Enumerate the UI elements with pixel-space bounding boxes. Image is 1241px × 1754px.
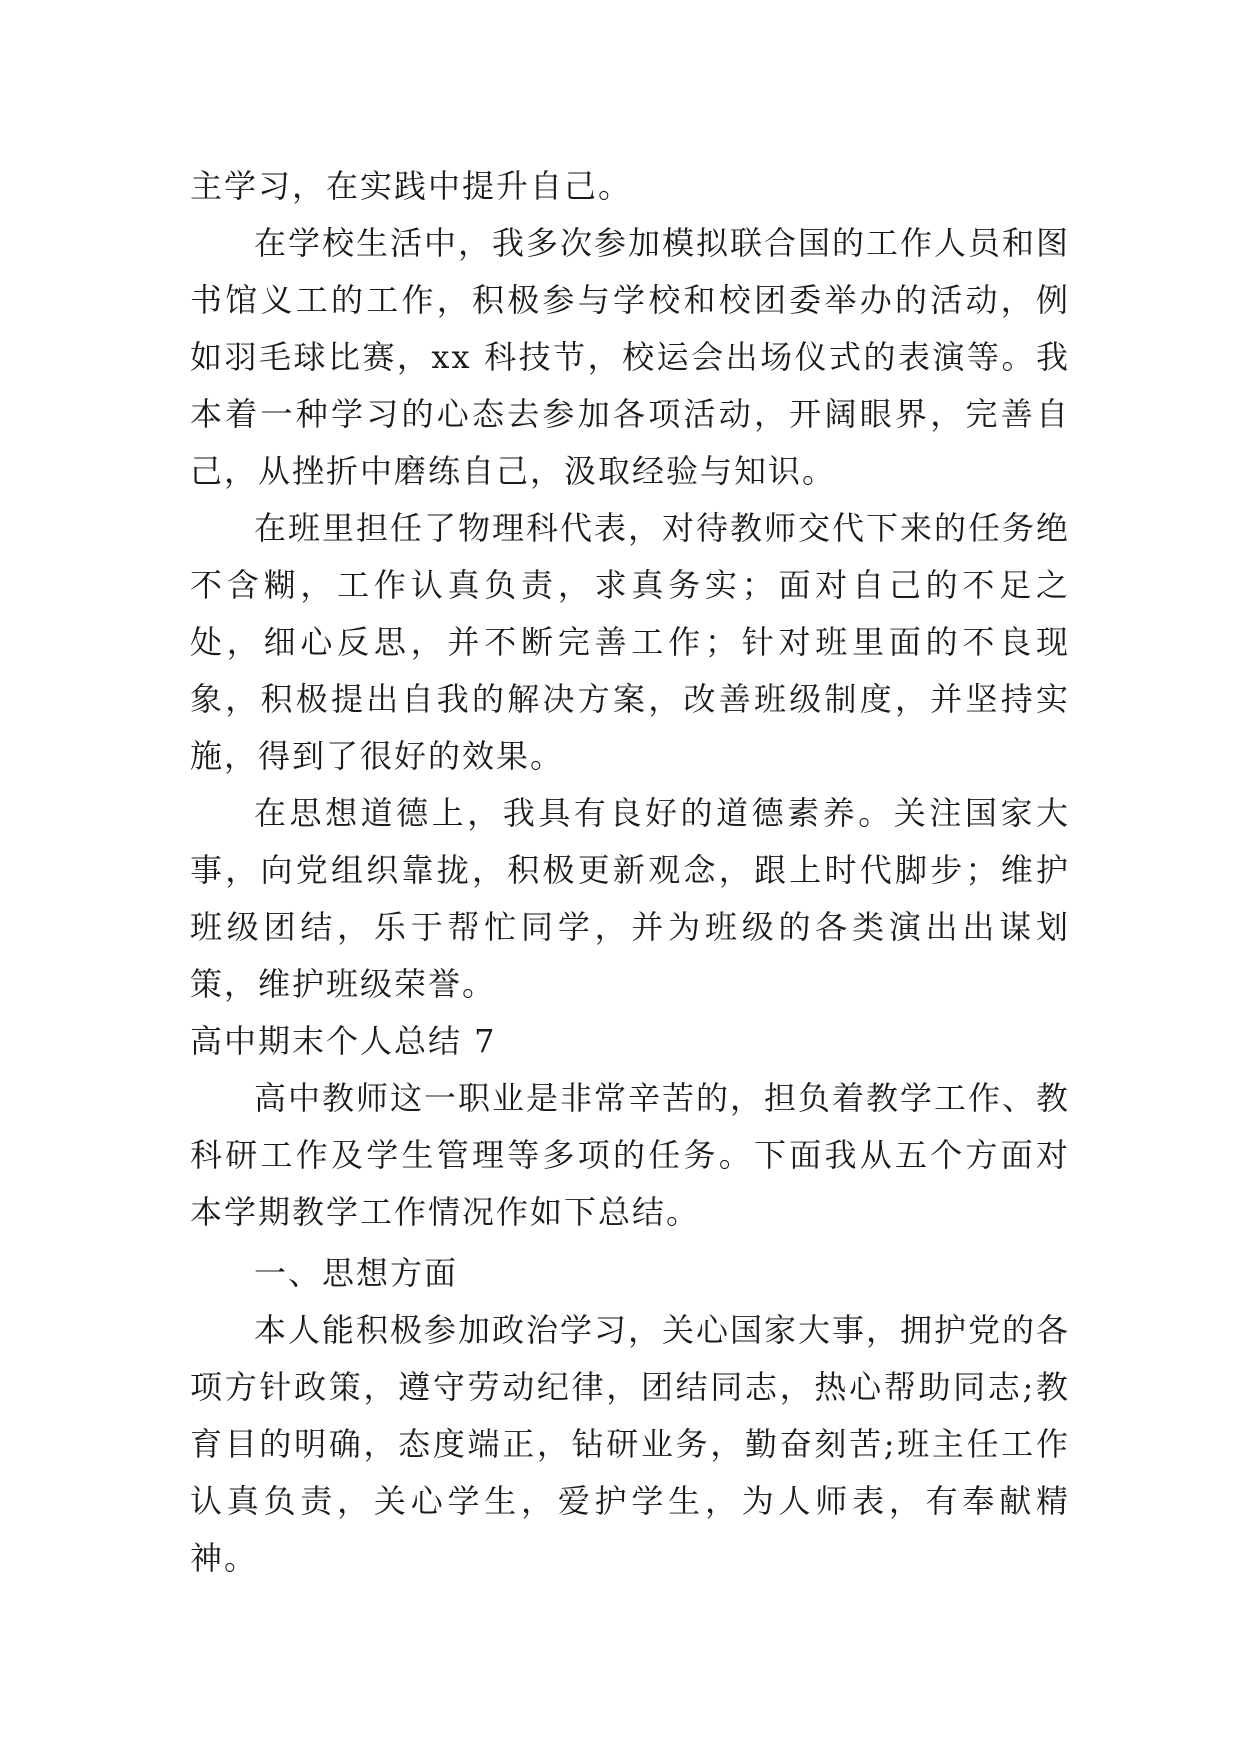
paragraph-class-representative: 在班里担任了物理科代表，对待教师交代下来的任务绝不含糊，工作认真负责，求真务实；面对自己的不足之处，细心反思，并不断完善工作；针对班里面的不良现象，积极提出自我的解决方案，改善班级制度，并坚持实施，得到了很好的效果。 [190,509,1071,775]
subheading-thought-aspect: 一、思想方面 [254,1254,459,1292]
section-title: 高中期末个人总结 7 [190,1022,497,1060]
paragraph-school-activities: 在学校生活中，我多次参加模拟联合国的工作人员和图书馆义工的工作，积极参与学校和校团委举办的活动，例如羽毛球比赛，xx 科技节，校运会出场仪式的表演等。我本着一种学习的心态去参加各项活动，开阔眼界，完善自己，从挫折中磨练自己，汲取经验与知识。 [190,224,1071,490]
paragraph-thought-details: 本人能积极参加政治学习，关心国家大事，拥护党的各项方针政策，遵守劳动纪律，团结同志，热心帮助同志;教育目的明确，态度端正，钻研业务，勤奋刻苦;班主任工作认真负责，关心学生，爱护学生，为人师表，有奉献精神。 [190,1311,1071,1577]
paragraph-continuation: 主学习，在实践中提升自己。 [190,167,633,205]
paragraph-teacher-intro: 高中教师这一职业是非常辛苦的，担负着教学工作、教科研工作及学生管理等多项的任务。下面我从五个方面对本学期教学工作情况作如下总结。 [190,1079,1071,1231]
paragraph-moral-character: 在思想道德上，我具有良好的道德素养。关注国家大事，向党组织靠拢，积极更新观念，跟上时代脚步；维护班级团结，乐于帮忙同学，并为班级的各类演出出谋划策，维护班级荣誉。 [190,794,1070,1003]
document-body [190,158,1070,1587]
